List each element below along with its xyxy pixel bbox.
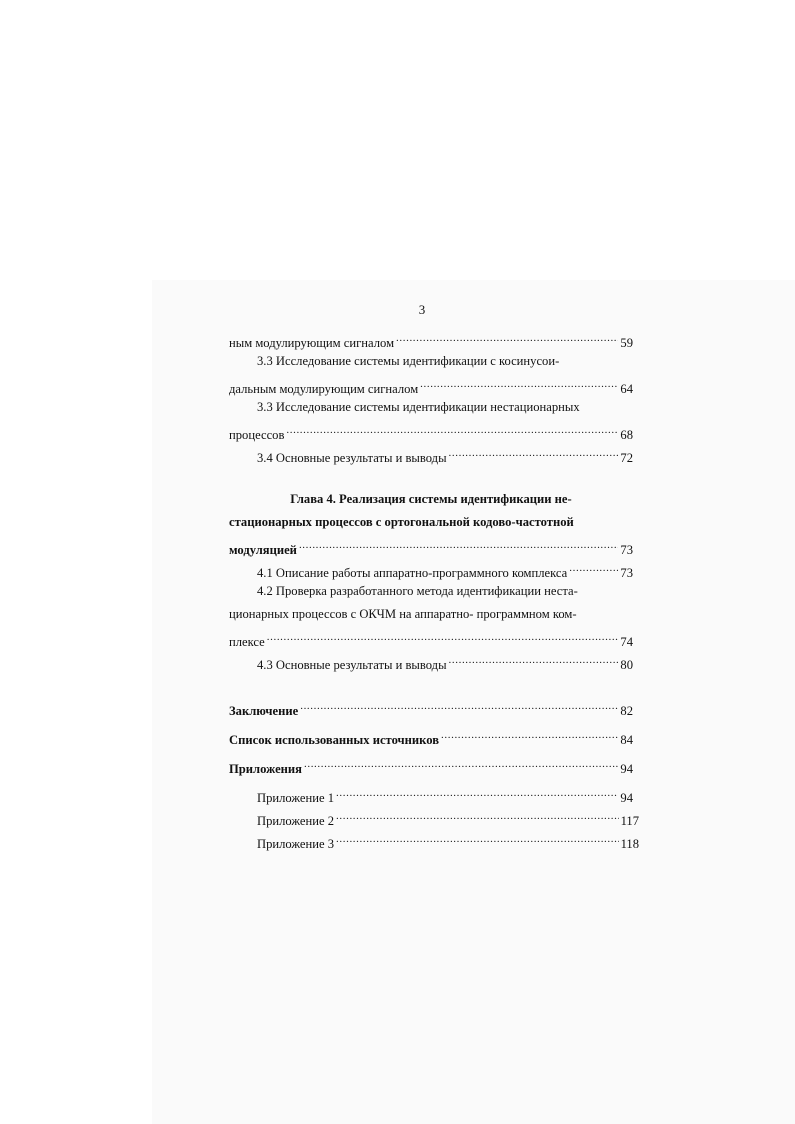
toc-entry-title: ным модулирующим сигналом [229,336,395,350]
dot-leader [449,651,619,669]
dot-leader [267,628,619,646]
toc-page-ref: 80 [620,658,633,672]
dot-leader [300,697,618,715]
toc-entry-3-3a-line1[interactable]: 3.3 Исследование системы идентификации с косинусои- [257,354,560,368]
chapter-4-heading-line1[interactable]: Глава 4. Реализация системы идентификации не- [290,492,572,506]
toc-entry-title: модуляцией [229,543,297,557]
toc-page-ref: 117 [620,814,639,828]
toc-entry-chapter-4[interactable] [229,536,633,557]
toc-entry-title: Список использованных источников [229,733,440,747]
page-number: 3 [418,302,426,317]
toc-page-ref: 59 [620,336,633,350]
dot-leader [396,329,618,347]
toc-page-ref: 84 [620,733,633,747]
dot-leader [449,444,619,462]
toc-entry-4-3[interactable] [257,651,633,672]
toc-page-ref: 72 [620,451,633,465]
dot-leader [336,807,619,825]
toc-entry-title: 4.1 Описание работы аппаратно-программного комплекса [257,566,568,580]
toc-entry-title: Приложения [229,762,302,776]
toc-entry-title: Приложение 2 [257,814,335,828]
toc-page-ref: 94 [620,791,633,805]
toc-entry-title: дальным модулирующим сигналом [229,382,419,396]
toc-entry-title: 3.4 Основные результаты и выводы [257,451,447,465]
dot-leader [336,784,618,802]
toc-entry-title: Приложение 1 [257,791,335,805]
chapter-4-heading-line2[interactable]: стационарных процессов с ортогональной кодово-частотной [229,515,574,529]
toc-entry-title: Заключение [229,704,299,718]
toc-entry-appendix-3[interactable] [257,830,639,851]
toc-entry-conclusion[interactable] [229,697,633,718]
toc-entry-4-2-line1[interactable]: 4.2 Проверка разработанного метода идентификации неста- [257,584,578,598]
toc-entry-3-3a[interactable] [229,375,633,396]
toc-entry-4-2[interactable] [229,628,633,649]
toc-entry-title: плексе [229,635,265,649]
toc-entry-3-2-end[interactable] [229,329,633,350]
dot-leader [441,726,618,744]
toc-entry-3-4[interactable] [257,444,633,465]
dot-leader [569,559,618,577]
toc-page-ref: 74 [620,635,633,649]
dot-leader [304,755,618,773]
toc-page-ref: 118 [620,837,639,851]
toc-entry-title: 4.3 Основные результаты и выводы [257,658,447,672]
toc-page-ref: 94 [620,762,633,776]
toc-entry-title: Приложение 3 [257,837,335,851]
toc-entry-3-3b[interactable] [229,421,633,442]
toc-entry-4-1[interactable] [257,559,633,580]
toc-entry-appendix-2[interactable] [257,807,639,828]
toc-entry-appendices[interactable] [229,755,633,776]
dot-leader [286,421,618,439]
toc-entry-4-2-line2[interactable]: ционарных процессов с ОКЧМ на аппаратно- программном ком- [229,607,577,621]
dot-leader [420,375,618,393]
toc-entry-title: процессов [229,428,285,442]
toc-entry-3-3b-line1[interactable]: 3.3 Исследование системы идентификации нестационарных [257,400,580,414]
toc-page-ref: 73 [620,566,633,580]
toc-page-ref: 82 [620,704,633,718]
toc-entry-appendix-1[interactable] [257,784,633,805]
dot-leader [336,830,619,848]
toc-entry-references[interactable] [229,726,633,747]
dot-leader [299,536,618,554]
toc-page-ref: 73 [620,543,633,557]
toc-page-ref: 64 [620,382,633,396]
toc-page-ref: 68 [620,428,633,442]
